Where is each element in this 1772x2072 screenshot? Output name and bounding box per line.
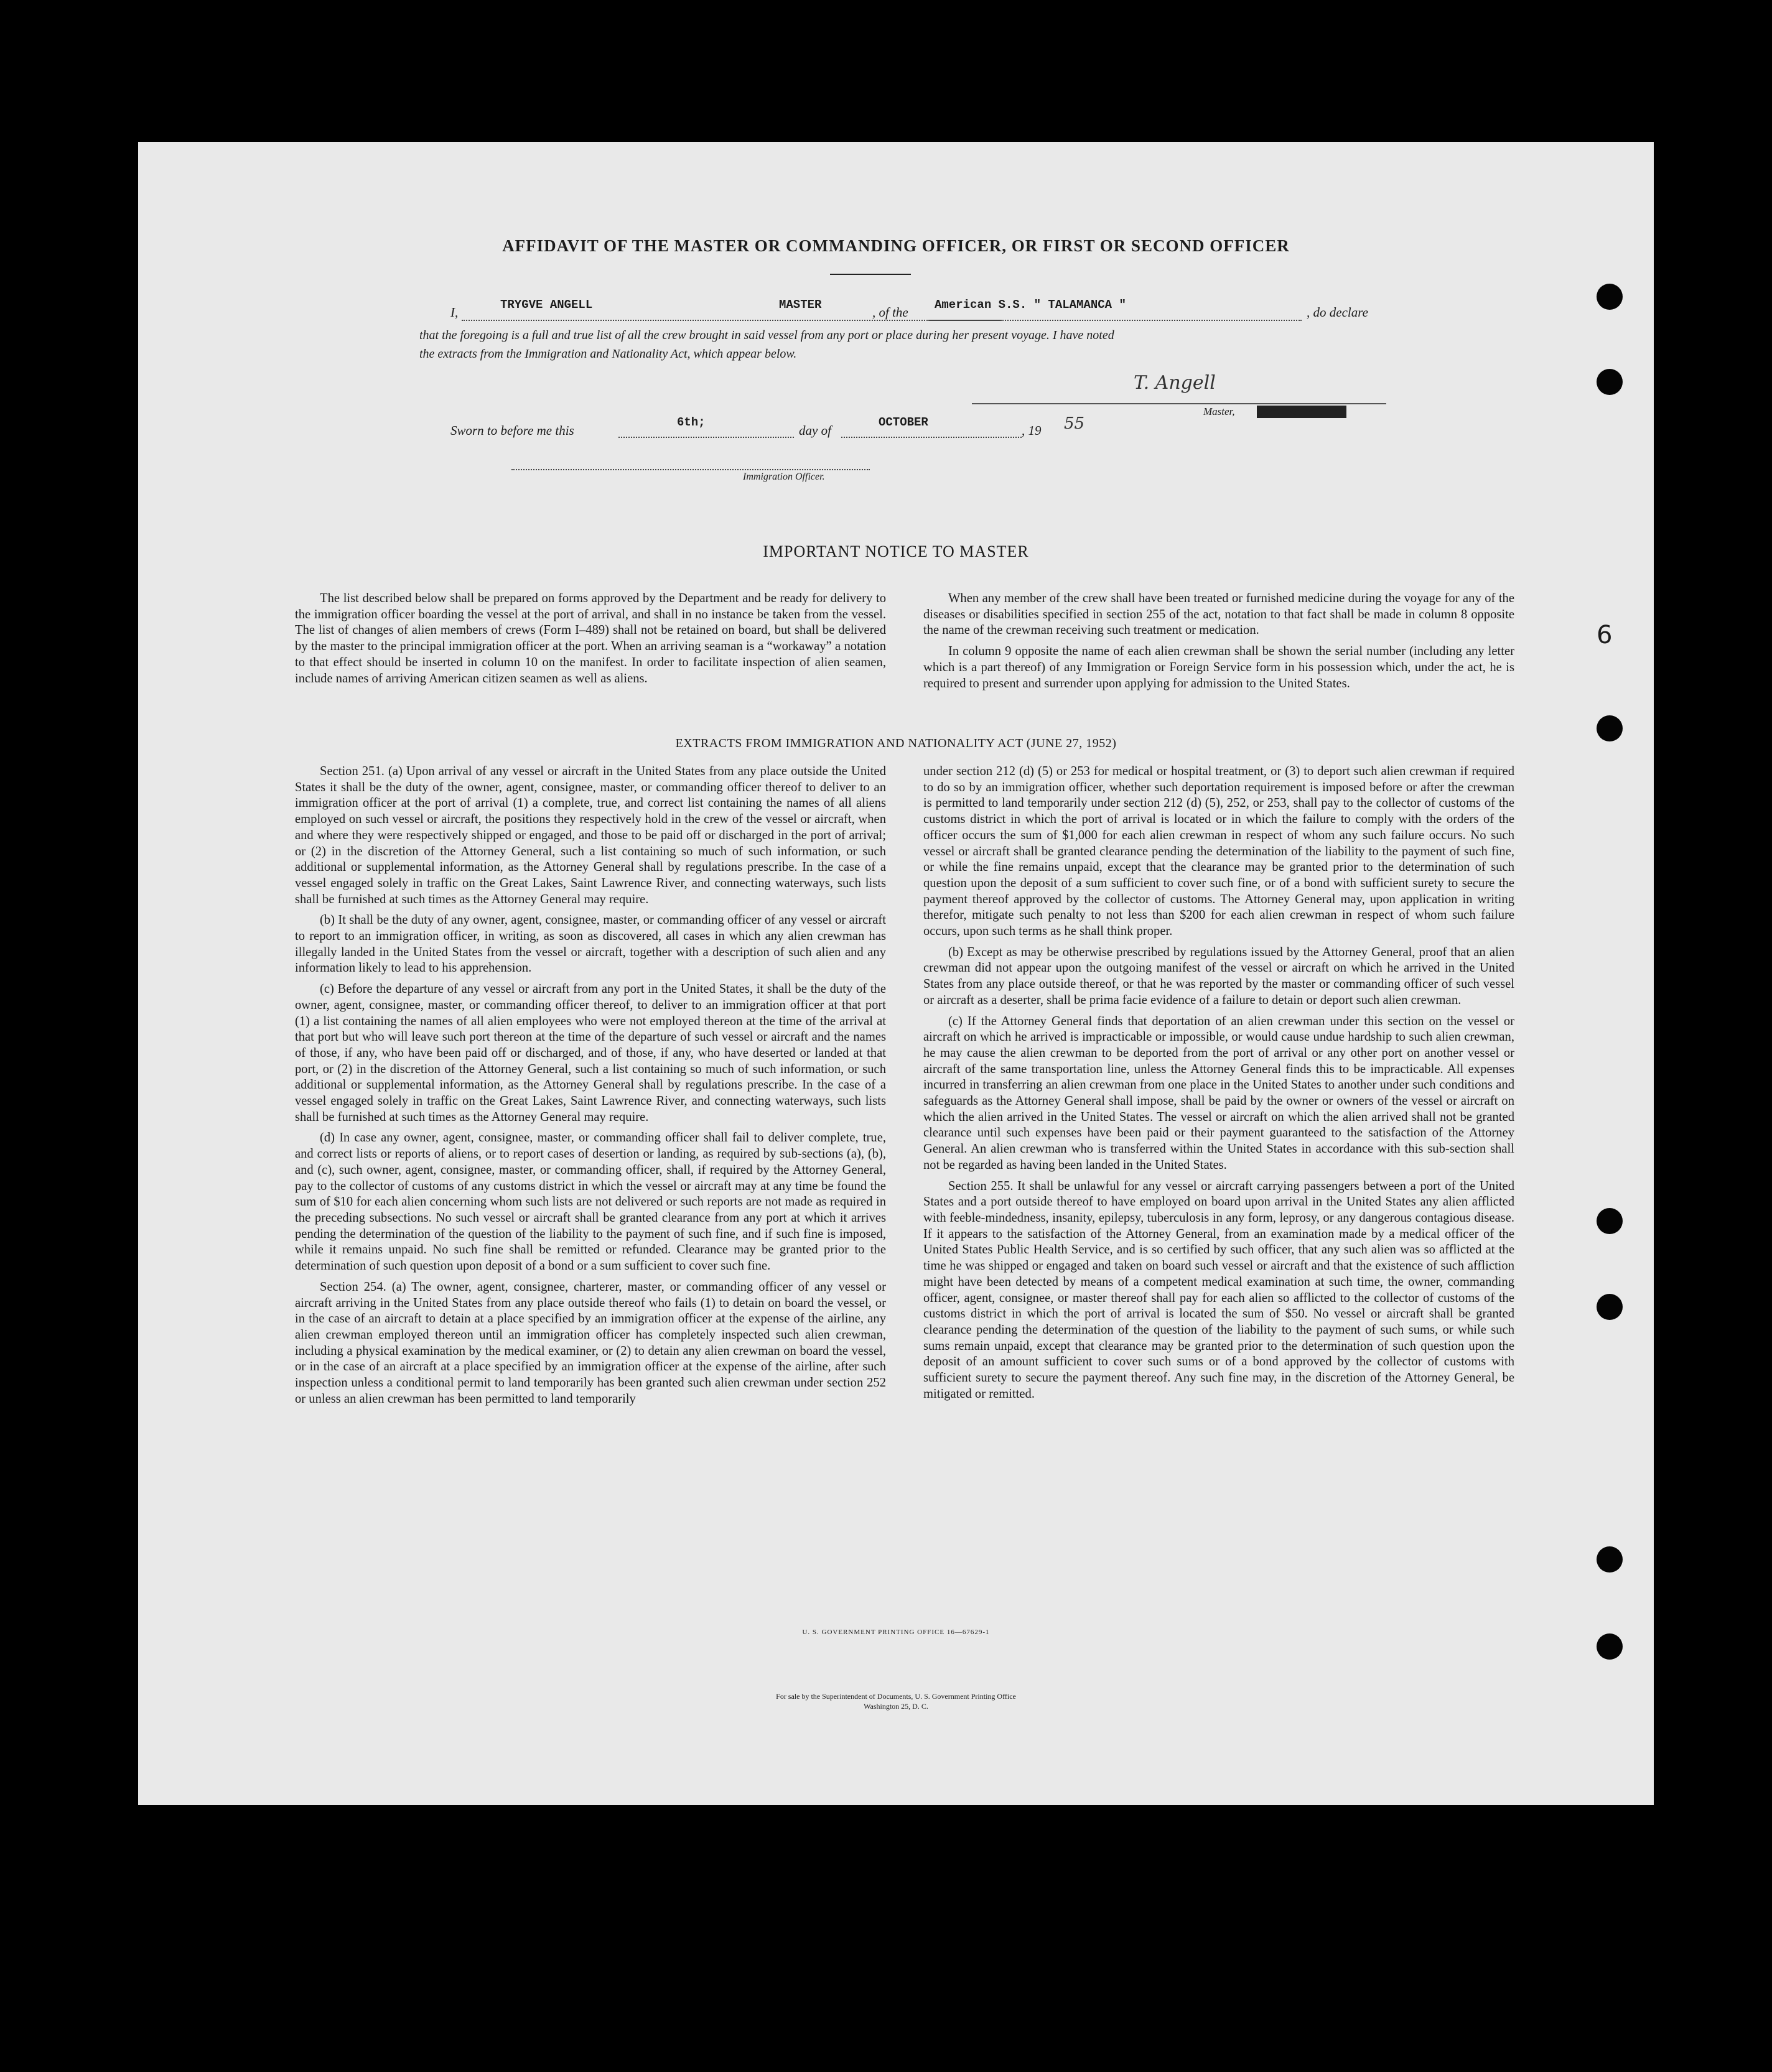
sworn-month: OCTOBER	[879, 416, 928, 429]
master-rank: MASTER	[779, 298, 822, 312]
extract-section-254a-continued: under section 212 (d) (5) or 253 for medical or hospital treatment, or (3) to deport such alien crewman if required to do so by an immigration officer, whether such deportation requirement is imposed before or after the crewman is permitted to land temporarily under section 212 (d) (5), 252, or 253, shall pay to the collector of customs of the customs district in which the port of arrival is located or in which the failure to comply with the orders of the officer occurs the sum of $1,000 for each alien crewman in respect of whom any such failure occurs. No such vessel or aircraft shall be granted clearance pending the determination of the liability to the payment of such fine, or while the fine remains unpaid, except that the clearance may be granted prior to the determination of such question upon the deposit of a sum sufficient to cover such fine, or of a bond with sufficient surety to secure the payment thereof approved by the collector of customs. The Attorney General may, upon application in writing therefor, mitigate such penalty to not less than $200 for each alien crewman in respect of whom such failure occurs, upon such terms as he shall think proper.	[923, 764, 1514, 939]
extract-section-251c: (c) Before the departure of any vessel or aircraft from any port in the United States, it shall be the duty of the owner, agent, consignee, master, or commanding officer thereof, to deliver to an immigration officer at that port (1) a list containing the names of all alien employees who were not employed thereon at the time of the arrival at that port but who will leave such port thereon at the time of the departure of such vessel or aircraft and the names of those, if any, who have been paid off or discharged, and of those, if any, who have deserted or landed at that port, or (2) in the discretion of the Attorney General, such a list containing so much of such information, or such additional or supplemental information, as the Attorney General shall by regulations prescribe. In the case of a vessel engaged solely in traffic on the Great Lakes, Saint Lawrence River, and connecting waterways, such lists shall be furnished at such times as the Attorney General may require.	[295, 982, 886, 1124]
master-name: TRYGVE ANGELL	[500, 298, 593, 312]
notice-heading: IMPORTANT NOTICE TO MASTER	[763, 542, 1029, 560]
officer-dotted-line	[511, 469, 870, 470]
day-of-label: day of	[799, 423, 831, 438]
vessel-dotted-line	[928, 320, 1302, 321]
extracts-heading: EXTRACTS FROM IMMIGRATION AND NATIONALITY ACT (JUNE 27, 1952)	[675, 736, 1117, 750]
day-dotted-line	[618, 437, 794, 438]
statement-line-2: the extracts from the Immigration and Nationality Act, which appear below.	[419, 347, 797, 361]
sale-line-2: Washington 25, D. C.	[864, 1702, 928, 1711]
name-dotted-line	[462, 320, 1002, 321]
immigration-officer-label: Immigration Officer.	[743, 472, 825, 482]
binder-hole	[1597, 369, 1623, 395]
year-suffix: 55	[1064, 414, 1085, 433]
i-label: I,	[450, 305, 459, 320]
extracts-left-column	[295, 764, 886, 1412]
notice-left-paragraph: The list described below shall be prepared on forms approved by the Department and be ready for delivery to the immigration officer boarding the vessel at the port of arrival, and shall in no instance be taken from the vessel. The list of changes of alien members of crews (Form I–489) shall not be retained on board, but shall be delivered by the master to the principal immigration officer at the port. When an arriving seaman is a “workaway” a notation to that effect should be inserted in column 10 on the manifest. In order to facilitate inspection of alien seamen, include names of arriving American citizen seamen as well as aliens.	[295, 592, 886, 685]
document-page	[138, 142, 1654, 1805]
vessel-name: American S.S. " TALAMANCA "	[935, 298, 1126, 312]
signature-line	[972, 403, 1386, 404]
extract-section-255: Section 255. It shall be unlawful for any vessel or aircraft carrying passengers between a port of the United States and a port outside thereof to have employed on board upon arrival in the United States any alien afflicted with feeble-mindedness, insanity, epilepsy, tuberculosis in any form, leprosy, or any dangerous contagious disease. If it appears to the satisfaction of the Attorney General, from an examination made by a medical officer of the United States Public Health Service, and is so certified by such officer, that any such alien was so afflicted at the time he was shipped or engaged and taken on board such vessel or aircraft and that the existence of such affliction might have been detected by means of a competent medical examination at such time, the owner, commanding officer, agent, consignee, or master thereof shall pay for each alien so afflicted to the collector of customs of the customs district in which the port of arrival is located the sum of $50. No vessel or aircraft shall be granted clearance pending the determination of the question of the liability to the payment of such sums, or while such sums remain unpaid, except that clearance may be granted prior to the determination of such question upon the deposit of an amount sufficient to cover such sums or of a bond approved by the collector of customs with sufficient surety to secure the payment thereof. Any such fine may, in the discretion of the Attorney General, be mitigated or remitted.	[923, 1179, 1514, 1401]
notice-right-paragraph-1: When any member of the crew shall have been treated or furnished medicine during the voyage for any of the diseases or disabilities specified in section 255 of the act, notation to that fact shall be made in column 8 opposite the name of the crewman receiving such treatment or medication.	[923, 592, 1514, 638]
notice-left-column	[295, 591, 886, 692]
extract-section-254a: Section 254. (a) The owner, agent, consignee, charterer, master, or commanding officer of any vessel or aircraft arriving in the United States from any place outside thereof who fails (1) to detain on board the vessel, or in the case of an aircraft to detain at a place specified by an immigration officer at the expense of the airline, any alien crewman employed thereon until an immigration officer has completely inspected such alien crewman, including a physical examination by the medical examiner, or (2) to detain any alien crewman on board the vessel, or in the case of an aircraft at a place specified by an immigration officer at the expense of the airline, after such inspection unless a conditional permit to land temporarily has been granted such alien crewman under section 252 or unless an alien crewman has been permitted to land temporarily	[295, 1280, 886, 1406]
extract-section-251d: (d) In case any owner, agent, consignee, master, or commanding officer shall fail to deliver complete, true, and correct lists or reports of aliens, or to report cases of desertion or landing, as required by sub-sections (a), (b), and (c), such owner, agent, consignee, master, or commanding officer, shall, if required by the Attorney General, pay to the collector of customs of any customs district in which the vessel or aircraft may at any time be found the sum of $10 for each alien concerning whom such lists are not delivered or such reports are not made as required in the preceding subsections. No such vessel or aircraft shall be granted clearance from any port at which it arrives pending the determination of the question of the liability to the payment of such fine, and if such fine is imposed, while it remains unpaid. No such fine shall be remitted or refunded. Clearance may be granted prior to the determination of such question upon deposit of a bond or a sum sufficient to cover such fine.	[295, 1131, 886, 1273]
affidavit-title: AFFIDAVIT OF THE MASTER OR COMMANDING OFFICER, OR FIRST OR SECOND OFFICER	[502, 236, 1290, 255]
sale-line-1: For sale by the Superintendent of Documents, U. S. Government Printing Office	[776, 1692, 1016, 1701]
extract-section-254c: (c) If the Attorney General finds that deportation of an alien crewman under this section on the vessel or aircraft on which he arrived is impracticable or impossible, or would cause undue hardship to such alien crewman, he may cause the alien crewman to be deported from the port of arrival or any other port on another vessel or aircraft of the same transportation line, unless the Attorney General finds this to be impracticable. All expenses incurred in transferring an alien crewman from one place in the United States to another under such conditions and safeguards as the Attorney General shall impose, shall be paid by the owner or owners of the vessel or aircraft on which the alien arrived in the United States. The vessel or aircraft on which the alien arrived shall not be granted clearance until such expenses have been paid or their payment guaranteed to the satisfaction of the Attorney General. An alien crewman who is transferred within the United States in accordance with this sub-section shall not be regarded as having been landed in the United States.	[923, 1014, 1514, 1172]
binder-hole	[1597, 1546, 1623, 1573]
print-code: U. S. GOVERNMENT PRINTING OFFICE 16—67629-1	[802, 1628, 990, 1636]
binder-hole	[1597, 715, 1623, 741]
binder-hole	[1597, 1633, 1623, 1660]
statement-line-1: that the foregoing is a full and true list of all the crew brought in said vessel from any port or place during her present voyage. I have noted	[419, 328, 1114, 342]
notice-right-column	[923, 591, 1514, 697]
year-prefix: , 19	[1022, 423, 1042, 438]
binder-hole	[1597, 284, 1623, 310]
master-label: Master,	[1203, 406, 1235, 417]
title-rule	[830, 274, 911, 275]
sworn-day: 6th;	[677, 416, 706, 429]
extracts-right-column	[923, 764, 1514, 1407]
extract-section-254b: (b) Except as may be otherwise prescribed by regulations issued by the Attorney General, proof that an alien crewman did not appear upon the outgoing manifest of the vessel or aircraft on which he arrived in the United States from any place outside thereof, or that he was reported by the master or commanding officer of such vessel or aircraft as a deserter, shall be prima facie evidence of a failure to detain or deport such alien crewman.	[923, 945, 1514, 1007]
master-signature: T. Angell	[1134, 372, 1216, 394]
of-the-label: , of the	[872, 305, 908, 320]
notice-right-paragraph-2: In column 9 opposite the name of each alien crewman shall be shown the serial number (including any letter which is a part thereof) of any Immigration or Foreign Service form in his possession which, under the act, he is required to present and surrender upon applying for admission to the United States.	[923, 644, 1514, 690]
month-dotted-line	[841, 437, 1022, 438]
binder-hole	[1597, 1208, 1623, 1234]
do-declare-label: , do declare	[1307, 305, 1368, 320]
struck-label: Commanding Officer	[1257, 406, 1347, 417]
extract-section-251a: Section 251. (a) Upon arrival of any vessel or aircraft in the United States from any place outside the United States it shall be the duty of the owner, agent, consignee, master, or commanding officer thereof to deliver to an immigration officer at the port of arrival (1) a complete, true, and correct list containing the names of all aliens employed on such vessel or aircraft, the positions they respectively hold in the crew of the vessel or aircraft, when and where they were respectively shipped or engaged, and those to be paid off or discharged in the port of arrival; or (2) in the discretion of the Attorney General, such a list containing so much of such information, or such additional or supplemental information, as the Attorney General shall by regulations prescribe. In the case of a vessel engaged solely in traffic on the Great Lakes, Saint Lawrence River, and connecting waterways, such lists shall be furnished at such times as the Attorney General may require.	[295, 764, 886, 906]
margin-mark: 6	[1597, 621, 1613, 649]
extract-section-251b: (b) It shall be the duty of any owner, agent, consignee, master, or commanding officer of any vessel or aircraft to report to an immigration officer, in writing, as soon as discovered, all cases in which any alien crewman has illegally landed in the United States from the vessel or aircraft, together with a description of such alien and any information likely to lead to his apprehension.	[295, 913, 886, 975]
binder-hole	[1597, 1294, 1623, 1320]
sworn-label: Sworn to before me this	[450, 423, 574, 438]
